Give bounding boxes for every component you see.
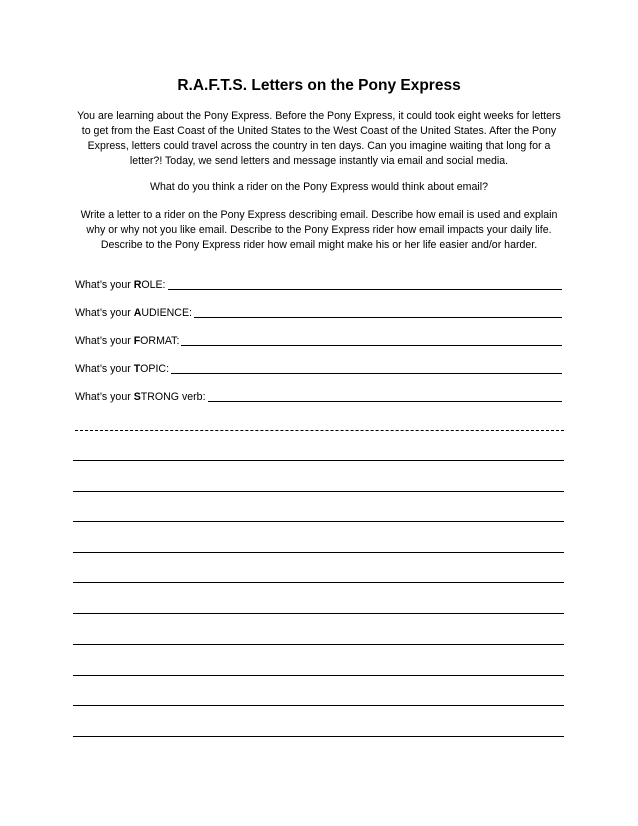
writing-line[interactable]: [73, 613, 564, 614]
writing-line[interactable]: [73, 521, 564, 522]
audience-blank-line[interactable]: [194, 316, 562, 318]
page-title: R.A.F.T.S. Letters on the Pony Express: [177, 77, 461, 94]
intro-paragraph: You are learning about the Pony Express. Before the Pony Express, it could took eight weeks for letters to get from the East Coast of the United States to the West Coast of the United States. After the Pony Express, letters could travel across the country in ten days. Can you imagine waiting that long for a letter?! Today, we send letters and message instantly via email and social media.: [77, 110, 561, 167]
role-blank-line[interactable]: [168, 288, 563, 290]
strong-verb-field[interactable]: [75, 388, 562, 404]
format-field[interactable]: [75, 332, 562, 348]
writing-line[interactable]: [73, 675, 564, 676]
role-label: What’s your ROLE:: [75, 279, 166, 291]
audience-field[interactable]: [75, 304, 562, 320]
writing-line[interactable]: [73, 460, 564, 461]
topic-blank-line[interactable]: [171, 372, 562, 374]
dashed-divider: [75, 430, 564, 431]
strong-verb-blank-line[interactable]: [208, 400, 562, 402]
writing-line[interactable]: [73, 736, 564, 737]
writing-line[interactable]: [73, 552, 564, 553]
question-paragraph: What do you think a rider on the Pony Express would think about email?: [149, 181, 488, 193]
writing-line[interactable]: [73, 644, 564, 645]
strong-verb-label: What’s your STRONG verb:: [75, 391, 206, 403]
format-label: What’s your FORMAT:: [75, 335, 180, 347]
writing-line[interactable]: [73, 705, 564, 706]
role-field[interactable]: [75, 276, 562, 292]
topic-label: What’s your TOPIC:: [75, 363, 170, 375]
writing-line[interactable]: [73, 582, 564, 583]
format-blank-line[interactable]: [181, 344, 562, 346]
instructions-paragraph: Write a letter to a rider on the Pony Express describing email. Describe how email is used and explain why or why not you like email. Describe to the Pony Express rider how email impacts your daily life. Describe to the Pony Express rider how email might make his or her life easier and/or harder.: [80, 209, 558, 251]
audience-label: What’s your AUDIENCE:: [75, 307, 192, 319]
topic-field[interactable]: [75, 360, 562, 376]
writing-line[interactable]: [73, 491, 564, 492]
